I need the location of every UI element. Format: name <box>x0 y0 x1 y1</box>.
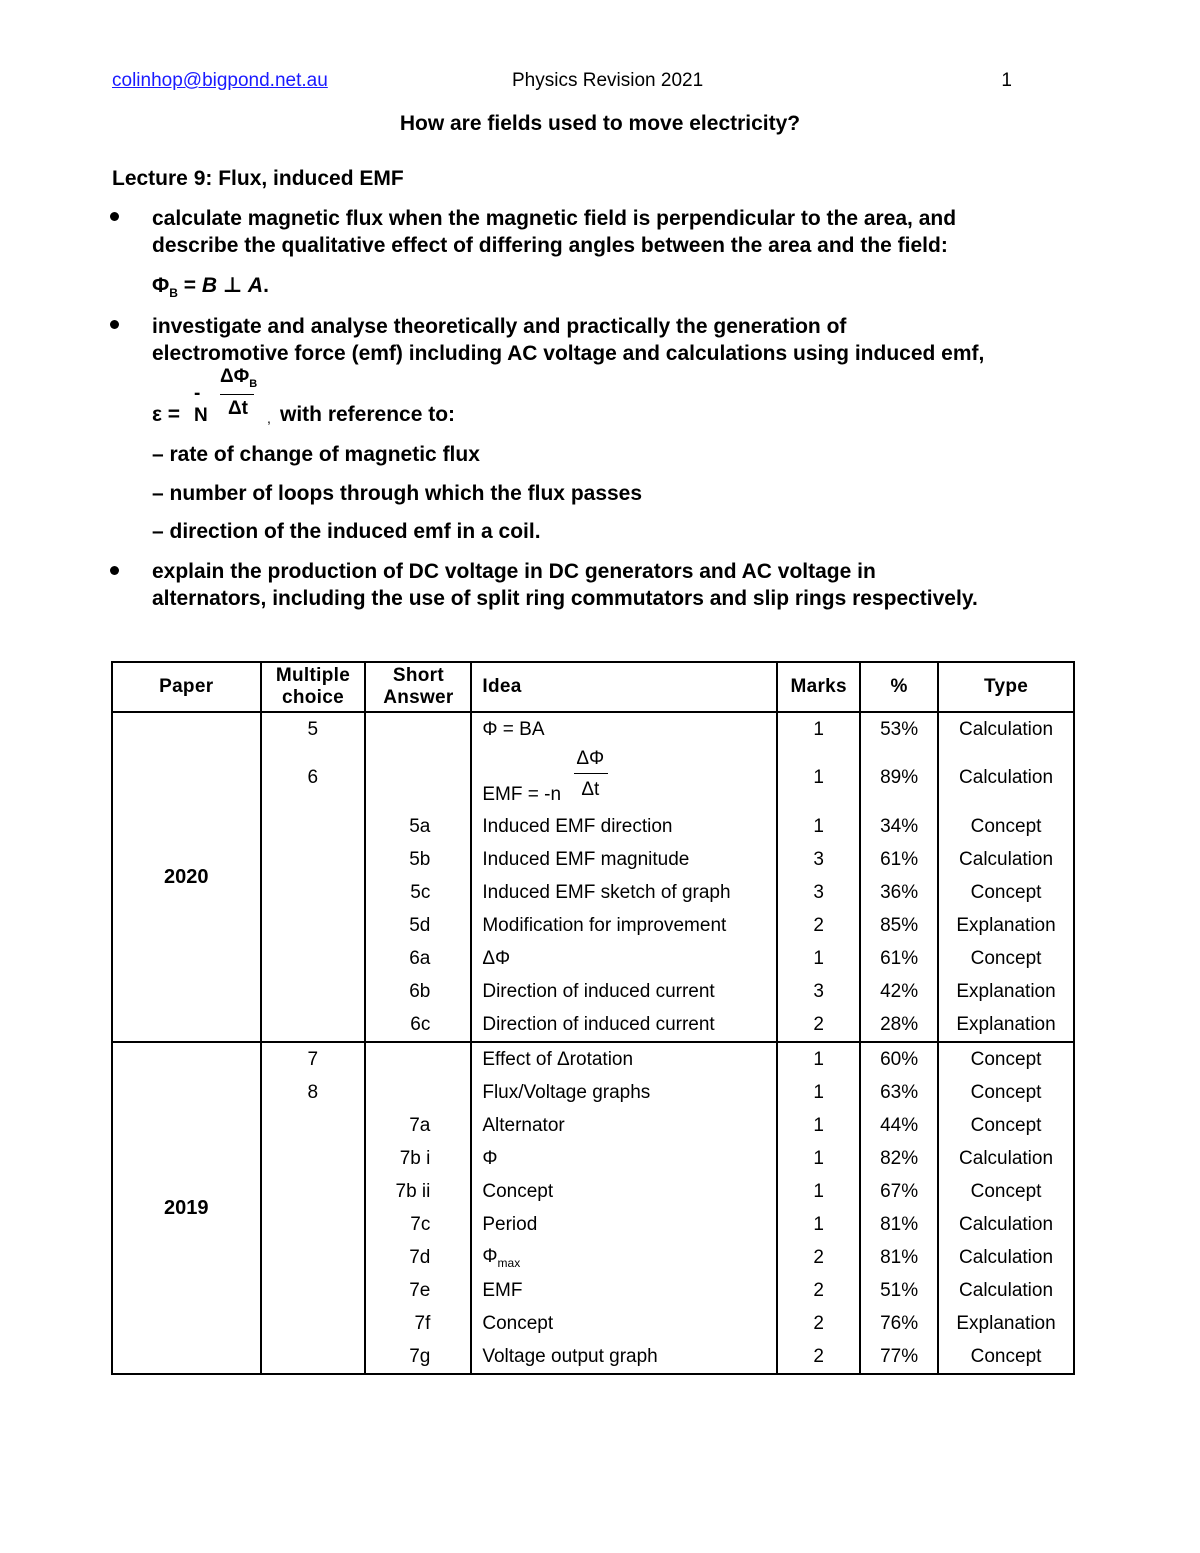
table-row: 2020 5 Φ = BA 1 53% Calculation <box>112 712 1074 746</box>
table-row: 7g Voltage output graph 2 77% Concept <box>112 1340 1074 1374</box>
table-row: 5a Induced EMF direction 1 34% Concept <box>112 810 1074 843</box>
bullet-icon <box>110 320 119 329</box>
table-row: 6a ΔΦ 1 61% Concept <box>112 942 1074 975</box>
emf-comma: , <box>267 410 271 426</box>
bullet-3-line-2: alternators, including the use of split ring commutators and slip rings respectively. <box>152 587 978 610</box>
bullet-2-line-2: electromotive force (emf) including AC voltage and calculations using induced emf, <box>152 342 985 365</box>
email-link[interactable]: colinhop@bigpond.net.au <box>112 70 328 91</box>
table-row: 7b ii Concept 1 67% Concept <box>112 1175 1074 1208</box>
bullet-icon <box>110 566 119 575</box>
table-row: 8 Flux/Voltage graphs 1 63% Concept <box>112 1076 1074 1109</box>
table-row: 6b Direction of induced current 3 42% Explanation <box>112 975 1074 1008</box>
header-paper: Paper <box>112 662 261 712</box>
paper-year-2020: 2020 <box>112 712 261 1042</box>
header-idea: Idea <box>471 662 777 712</box>
sub-point-3: – direction of the induced emf in a coil. <box>152 520 541 543</box>
table-row: 6c Direction of induced current 2 28% Explanation <box>112 1008 1074 1042</box>
table-row: 5c Induced EMF sketch of graph 3 36% Concept <box>112 876 1074 909</box>
bullet-1-line-1: calculate magnetic flux when the magnetic field is perpendicular to the area, and <box>152 207 957 230</box>
bullet-1-line-2: describe the qualitative effect of differing angles between the area and the field: <box>152 234 948 257</box>
table-row: 6 ΔΦ Δt EMF = -n 1 89% Calculation <box>112 746 1074 810</box>
table-row: 7d $\Phi_{max}$ 2 81% Calculation <box>112 1241 1074 1274</box>
page-header <box>112 70 1012 96</box>
flux-formula: $\Phi_B = B$ ⊥ A. <box>152 274 269 301</box>
table-row: 5b Induced EMF magnitude 3 61% Calculation <box>112 843 1074 876</box>
bullet-icon <box>110 212 119 221</box>
page-title: How are fields used to move electricity? <box>399 112 801 135</box>
sub-point-2: – number of loops through which the flux passes <box>152 482 643 505</box>
table-row: 5d Modification for improvement 2 85% Explanation <box>112 909 1074 942</box>
bullet-2-line-1: investigate and analyse theoretically and practically the generation of <box>152 315 847 338</box>
table-row: 7e EMF 2 51% Calculation <box>112 1274 1074 1307</box>
table-header-row <box>112 662 1074 712</box>
document-title: Physics Revision 2021 <box>512 70 704 91</box>
header-short-answer: Short Answer <box>365 662 471 712</box>
table-row: 7b i Φ 1 82% Calculation <box>112 1142 1074 1175</box>
paper-year-2019: 2019 <box>112 1042 261 1374</box>
sub-point-1: – rate of change of magnetic flux <box>152 443 480 466</box>
emf-reference: with reference to: <box>280 403 456 426</box>
lecture-heading: Lecture 9: Flux, induced EMF <box>112 167 404 190</box>
bullet-3-line-1: explain the production of DC voltage in DC generators and AC voltage in <box>152 560 876 583</box>
table-row: 2019 7 Effect of Δrotation 1 60% Concept <box>112 1042 1074 1076</box>
table-row: 7a Alternator 1 44% Concept <box>112 1109 1074 1142</box>
header-marks: Marks <box>777 662 860 712</box>
table-row: 7c Period 1 81% Calculation <box>112 1208 1074 1241</box>
emf-fraction-cell: ΔΦ Δt EMF = -n <box>471 746 777 810</box>
emf-equals: ε = <box>152 403 181 426</box>
page-number: 1 <box>1001 70 1012 91</box>
exam-questions-table <box>111 661 1075 1375</box>
header-multiple-choice: Multiple choice <box>261 662 366 712</box>
table-row: 7f Concept 2 76% Explanation <box>112 1307 1074 1340</box>
header-type: Type <box>938 662 1074 712</box>
header-percent: % <box>860 662 938 712</box>
